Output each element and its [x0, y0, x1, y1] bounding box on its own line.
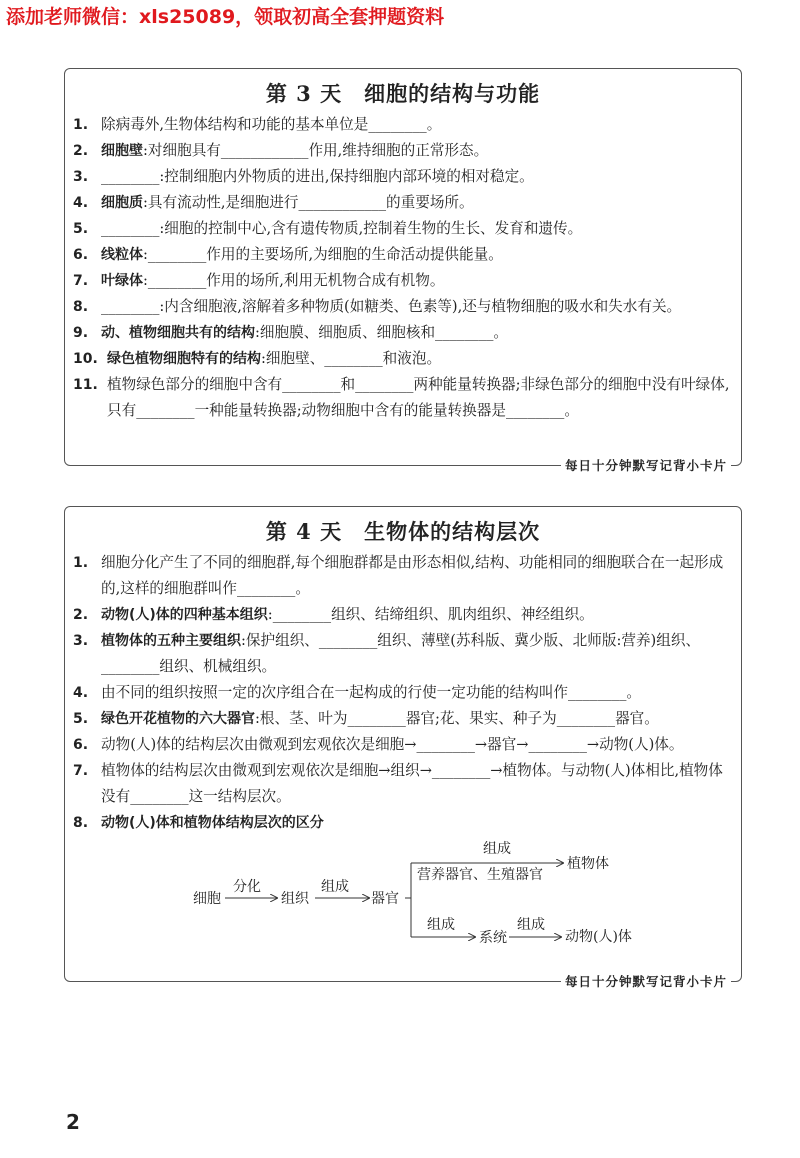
- list-item: 3. ________:控制细胞内外物质的进出,保持细胞内部环境的相对稳定。: [73, 168, 534, 185]
- list-item: 8. ________:内含细胞液,溶解着多种物质(如糖类、色素等),还与植物细胞的吸水和失水有关。: [73, 298, 682, 315]
- compose-top-label: 组成: [483, 841, 511, 857]
- compose-last-label: 组成: [517, 917, 545, 933]
- card-footer-tag: 每日十分钟默写记背小卡片: [561, 456, 731, 474]
- list-item: 5. 绿色开花植物的六大器官:根、茎、叶为________器官;花、果实、种子为________器官。: [73, 710, 659, 727]
- card-title: 第 4 天 生物体的结构层次: [265, 519, 541, 544]
- card-day3: [64, 68, 742, 473]
- list-item: 7. 植物体的结构层次由微观到宏观依次是细胞→组织→________→植物体。与动物(人)体相比,植物体没有________这一结构层次。: [73, 762, 723, 805]
- list-item: 8. 动物(人)体和植物体结构层次的区分: [73, 815, 324, 831]
- tissue-label: 组织: [281, 891, 309, 907]
- list-item: 2. 动物(人)体的四种基本组织:________组织、结缔组织、肌肉组织、神经组织。: [73, 606, 594, 623]
- list-item: 4. 细胞质:具有流动性,是细胞进行____________的重要场所。: [73, 194, 474, 211]
- item-list: [65, 112, 741, 424]
- list-item: 3. 植物体的五种主要组织:保护组织、________组织、薄壁(苏科版、冀少版、北师版:营养)组织、________组织、机械组织。: [73, 632, 701, 675]
- organ-label: 器官: [371, 891, 399, 907]
- card-title: 第 3 天 细胞的结构与功能: [265, 81, 541, 106]
- list-item: 10. 绿色植物细胞特有的结构:细胞壁、________和液泡。: [73, 350, 442, 367]
- card-footer-tag: 每日十分钟默写记背小卡片: [561, 972, 731, 990]
- differentiation-label: 分化: [233, 879, 261, 895]
- cell-label: 细胞: [193, 891, 221, 907]
- list-item: 4. 由不同的组织按照一定的次序组合在一起构成的行使一定功能的结构叫作________。: [73, 684, 641, 701]
- compose-bottom-label: 组成: [427, 917, 455, 933]
- animal-label: 动物(人)体: [565, 929, 632, 945]
- list-item: 6. 线粒体:________作用的主要场所,为细胞的生命活动提供能量。: [73, 246, 503, 263]
- list-item: 7. 叶绿体:________作用的场所,利用无机物合成有机物。: [73, 272, 445, 289]
- structure-level-diagram: [105, 836, 741, 956]
- list-item: 2. 细胞壁:对细胞具有____________作用,维持细胞的正常形态。: [73, 142, 489, 159]
- organ-types-label: 营养器官、生殖器官: [417, 867, 543, 883]
- page-number: 2: [66, 1110, 80, 1134]
- list-item: 1. 除病毒外,生物体结构和功能的基本单位是________。: [73, 116, 442, 133]
- list-item: 9. 动、植物细胞共有的结构:细胞膜、细胞质、细胞核和________。: [73, 324, 509, 341]
- list-item: 1. 细胞分化产生了不同的细胞群,每个细胞群都是由形态相似,结构、功能相同的细胞联合在一起形成的,这样的细胞群叫作________。: [73, 554, 724, 597]
- list-item: 5. ________:细胞的控制中心,含有遗传物质,控制着生物的生长、发育和遗传。: [73, 220, 583, 237]
- item-list: [65, 550, 741, 836]
- compose-label: 组成: [321, 879, 349, 895]
- list-item: 6. 动物(人)体的结构层次由微观到宏观依次是细胞→________→器官→________→动物(人)体。: [73, 736, 684, 753]
- list-item: 11. 植物绿色部分的细胞中含有________和________两种能量转换器;非绿色部分的细胞中没有叶绿体,只有________一种能量转换器;动物细胞中含有的能量转换器是________。: [73, 376, 730, 419]
- watermark-banner: 添加老师微信：xls25089，领取初高全套押题资料: [6, 6, 445, 28]
- system-label: 系统: [479, 930, 507, 946]
- card-day4: [64, 506, 742, 989]
- plant-label: 植物体: [567, 856, 609, 872]
